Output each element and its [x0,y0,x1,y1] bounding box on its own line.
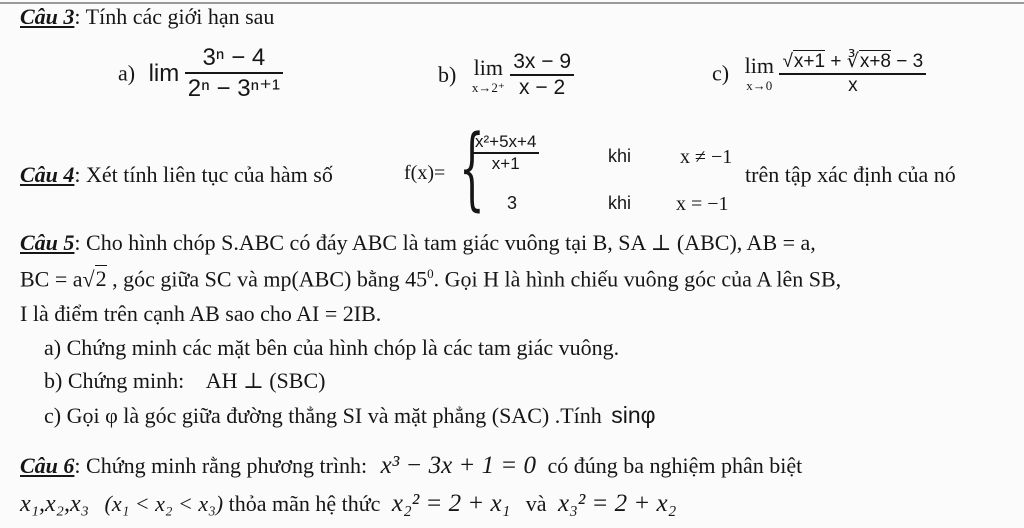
piece-1-condition: x ≠ −1 [680,146,733,168]
limit-c-operator [745,55,774,92]
question-6-line-1-text: : Chứng minh rằng phương trình: [74,453,368,478]
question-3-label: Câu 3 [20,4,75,29]
limit-c [712,50,926,97]
limit-b-subscript: x→2⁺ [471,79,505,95]
question-6-label: Câu 6 [20,453,75,478]
piece-1-numerator: x²+5x+4 [475,132,537,151]
question-5-line-2 [20,266,841,292]
limit-b-fraction [510,50,574,100]
question-5-part-c-expr: sinφ [611,402,656,428]
question-5-part-b [44,368,325,394]
question-5-part-c-text: c) Gọi φ là góc giữa đường thẳng SI và mặt phẳng (SAC) .Tính [44,403,602,428]
question-5-line-2-c: . Gọi H là hình chiếu vuông góc của A lên SB, [433,266,842,292]
question-5-line-2-b: , góc giữa SC và mp(ABC) bằng 45 [106,266,428,292]
question-6-line-1-tail: có đúng ba nghiệm phân biệt [547,453,803,478]
question-5-line-2-a: BC = a [20,266,83,292]
limit-a [118,44,283,103]
piecewise-brace: { [459,116,485,221]
sqrt-argument-2: 2 [95,266,107,292]
limit-a-label: a) [118,60,136,86]
limit-a-denominator: 2ⁿ − 3ⁿ⁺¹ [185,72,283,103]
piece-2-condition: x = −1 [676,193,729,215]
limit-c-numerator [779,50,926,73]
limit-c-subscript: x→0 [746,78,773,93]
limit-b-label: b) [438,62,457,87]
cbrt-sign: ∛ [846,51,859,72]
limit-b-lim: lim [473,54,503,80]
question-4-label: Câu 4 [20,162,75,187]
limit-c-label: c) [712,60,730,86]
question-6-line-2 [20,490,676,518]
question-3-heading [20,4,274,30]
question-5-part-c [44,402,656,429]
limit-b [438,50,574,100]
limit-c-fraction [779,50,926,97]
question-4-tail: trên tập xác định của nó [745,162,956,187]
sqrt-sign: √ [782,51,793,72]
question-5-part-b-expr: AH ⊥ (SBC) [205,368,326,393]
piece-2-value: 3 [507,193,518,213]
piece-1-fraction [472,132,539,174]
question-5-line-1-text: : Cho hình chóp S.ABC có đáy ABC là tam giác vuông tại B, SA ⊥ (ABC), AB = a, [74,230,816,255]
limit-b-numerator: 3x − 9 [513,50,571,73]
limit-a-fraction [185,44,283,103]
question-6-equation: x³ − 3x + 1 = 0 [380,452,536,479]
question-6-line-1 [20,452,802,480]
question-6-roots: x₁,x₂,x₃ [20,491,89,517]
piece-2-khi: khi [608,193,632,213]
question-6-order: (x₁ < x₂ < x₃) [104,491,224,516]
question-6-relation-2: x₃² = 2 + x₂ [558,490,677,517]
cbrt-argument: x+8 [859,51,891,72]
limit-a-lim: lim [148,59,180,87]
question-6-relation-1: x₂² = 2 + x₁ [391,490,511,517]
limit-c-denominator: x [779,73,926,97]
piece-1-denominator: x+1 [472,152,539,174]
question-3-title: : Tính các giới hạn sau [74,4,275,29]
numerator-tail: − 3 [890,51,924,72]
question-4-heading [20,162,333,188]
limit-b-denominator: x − 2 [510,74,574,100]
question-5-label: Câu 5 [20,230,75,255]
question-6-line-2-mid: thỏa mãn hệ thức [228,491,381,516]
sqrt-argument: x+1 [793,51,826,72]
piece-1-khi: khi [608,146,632,166]
limit-a-numerator: 3ⁿ − 4 [202,44,266,71]
degree-mark: 0 [427,266,434,281]
question-5-line-1 [20,230,816,256]
sqrt-sign-2: √ [82,266,95,292]
limit-b-operator [471,54,505,95]
limit-c-lim: lim [744,53,774,78]
question-5-line-3: I là điểm trên cạnh AB sao cho AI = 2IB. [20,301,382,326]
question-6-and: và [525,491,547,516]
question-5-part-a: a) Chứng minh các mặt bên của hình chóp là các tam giác vuông. [44,335,620,360]
function-name: f(x)= [404,162,446,184]
question-5-part-b-text: b) Chứng minh: [44,368,185,393]
question-4-text: : Xét tính liên tục của hàm số [74,162,333,187]
piece-1-fraction-body [472,132,539,174]
numerator-plus: + [825,51,847,72]
